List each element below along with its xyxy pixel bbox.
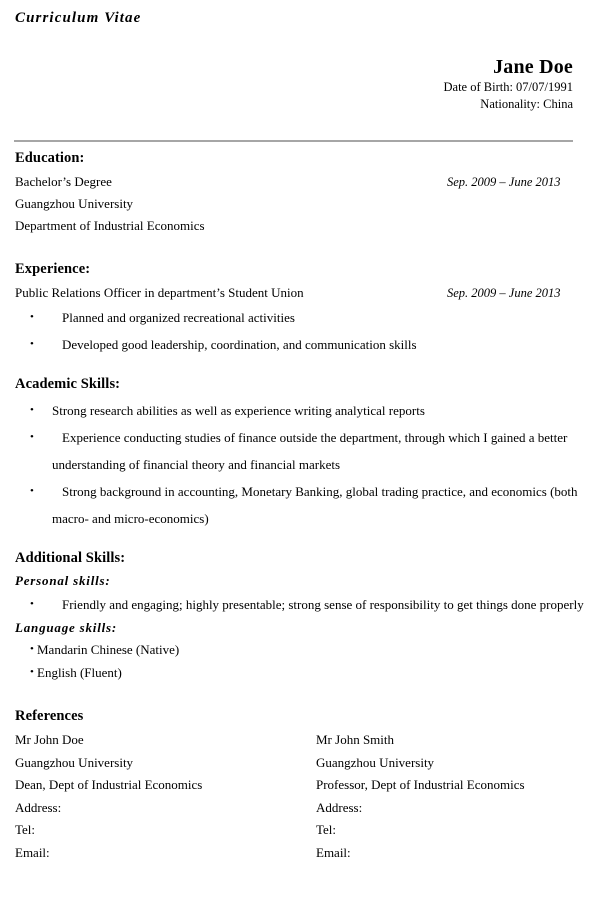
language-skill-text: Mandarin Chinese (Native) [37, 642, 180, 657]
reference-email-label: Email: [15, 844, 50, 860]
list-item [15, 304, 585, 331]
education-university: Guangzhou University [15, 196, 134, 211]
list-item [15, 424, 585, 478]
experience-bullet-text: Developed good leadership, coordination, and communication skills [62, 337, 417, 352]
list-item [15, 331, 585, 358]
bullet-icon: • [30, 666, 34, 678]
experience-role: Public Relations Officer in department’s Student Union [15, 285, 304, 300]
header-divider [14, 140, 573, 142]
section-academic-skills [15, 374, 585, 532]
references-columns [15, 729, 585, 864]
reference-entry [316, 729, 576, 864]
section-education [15, 148, 585, 237]
personal-details-block [444, 55, 574, 113]
candidate-name: Jane Doe [493, 56, 573, 78]
experience-heading: Experience: [15, 261, 91, 277]
spacer [15, 237, 585, 259]
reference-position: Professor, Dept of Industrial Economics [316, 777, 525, 792]
academic-skills-heading: Academic Skills: [15, 376, 121, 392]
reference-tel-label: Tel: [316, 822, 337, 837]
reference-entry [15, 729, 316, 864]
spacer [15, 532, 585, 548]
language-skills-label: Language skills: [15, 620, 118, 635]
reference-name: Mr John Smith [316, 732, 395, 747]
list-item [15, 478, 585, 532]
experience-role-row [15, 282, 585, 304]
personal-skills-label: Personal skills: [15, 573, 111, 588]
reference-position: Dean, Dept of Industrial Economics [15, 777, 203, 792]
reference-email-label: Email: [316, 844, 351, 860]
education-degree-row [15, 171, 585, 193]
bullet-icon: • [30, 311, 34, 323]
references-heading: References [15, 708, 84, 724]
cv-content [15, 148, 585, 864]
education-degree: Bachelor’s Degree [15, 174, 112, 189]
bullet-icon: • [30, 643, 34, 655]
bullet-icon: • [30, 431, 34, 443]
personal-skill-text: Friendly and engaging; highly presentable; strong sense of responsibility to get things done properly [62, 597, 584, 612]
language-skill-text: English (Fluent) [37, 665, 122, 680]
nationality: Nationality: China [480, 97, 573, 111]
list-item [15, 638, 585, 661]
education-department: Department of Industrial Economics [15, 218, 205, 233]
bullet-icon: • [30, 404, 34, 416]
spacer [15, 684, 585, 706]
reference-address-label: Address: [15, 799, 62, 815]
document-title: Curriculum Vitae [15, 10, 142, 26]
list-item [15, 661, 585, 684]
reference-address-label: Address: [316, 799, 363, 815]
education-dates: Sep. 2009 – June 2013 [447, 175, 561, 189]
education-heading: Education: [15, 150, 85, 166]
reference-organization: Guangzhou University [316, 754, 435, 770]
reference-tel-label: Tel: [15, 822, 36, 837]
date-of-birth: Date of Birth: 07/07/1991 [443, 80, 573, 94]
bullet-icon: • [30, 338, 34, 350]
bullet-icon: • [30, 485, 34, 497]
experience-bullet-text: Planned and organized recreational activities [62, 310, 295, 325]
additional-skills-heading: Additional Skills: [15, 550, 126, 566]
section-experience [15, 259, 585, 358]
academic-skill-text: Experience conducting studies of finance outside the department, through which I gained a better understanding of financial theory and financial markets [52, 430, 568, 472]
section-references [15, 706, 585, 864]
academic-skill-text: Strong research abilities as well as experience writing analytical reports [52, 403, 425, 418]
list-item [15, 397, 585, 424]
section-additional-skills [15, 548, 585, 684]
reference-name: Mr John Doe [15, 732, 84, 747]
list-item [15, 591, 585, 618]
bullet-icon: • [30, 598, 34, 610]
experience-dates: Sep. 2009 – June 2013 [447, 286, 561, 300]
spacer [15, 358, 585, 374]
reference-organization: Guangzhou University [15, 754, 134, 770]
academic-skill-text: Strong background in accounting, Monetary Banking, global trading practice, and economics (both macro- and micro-economics) [52, 484, 578, 526]
